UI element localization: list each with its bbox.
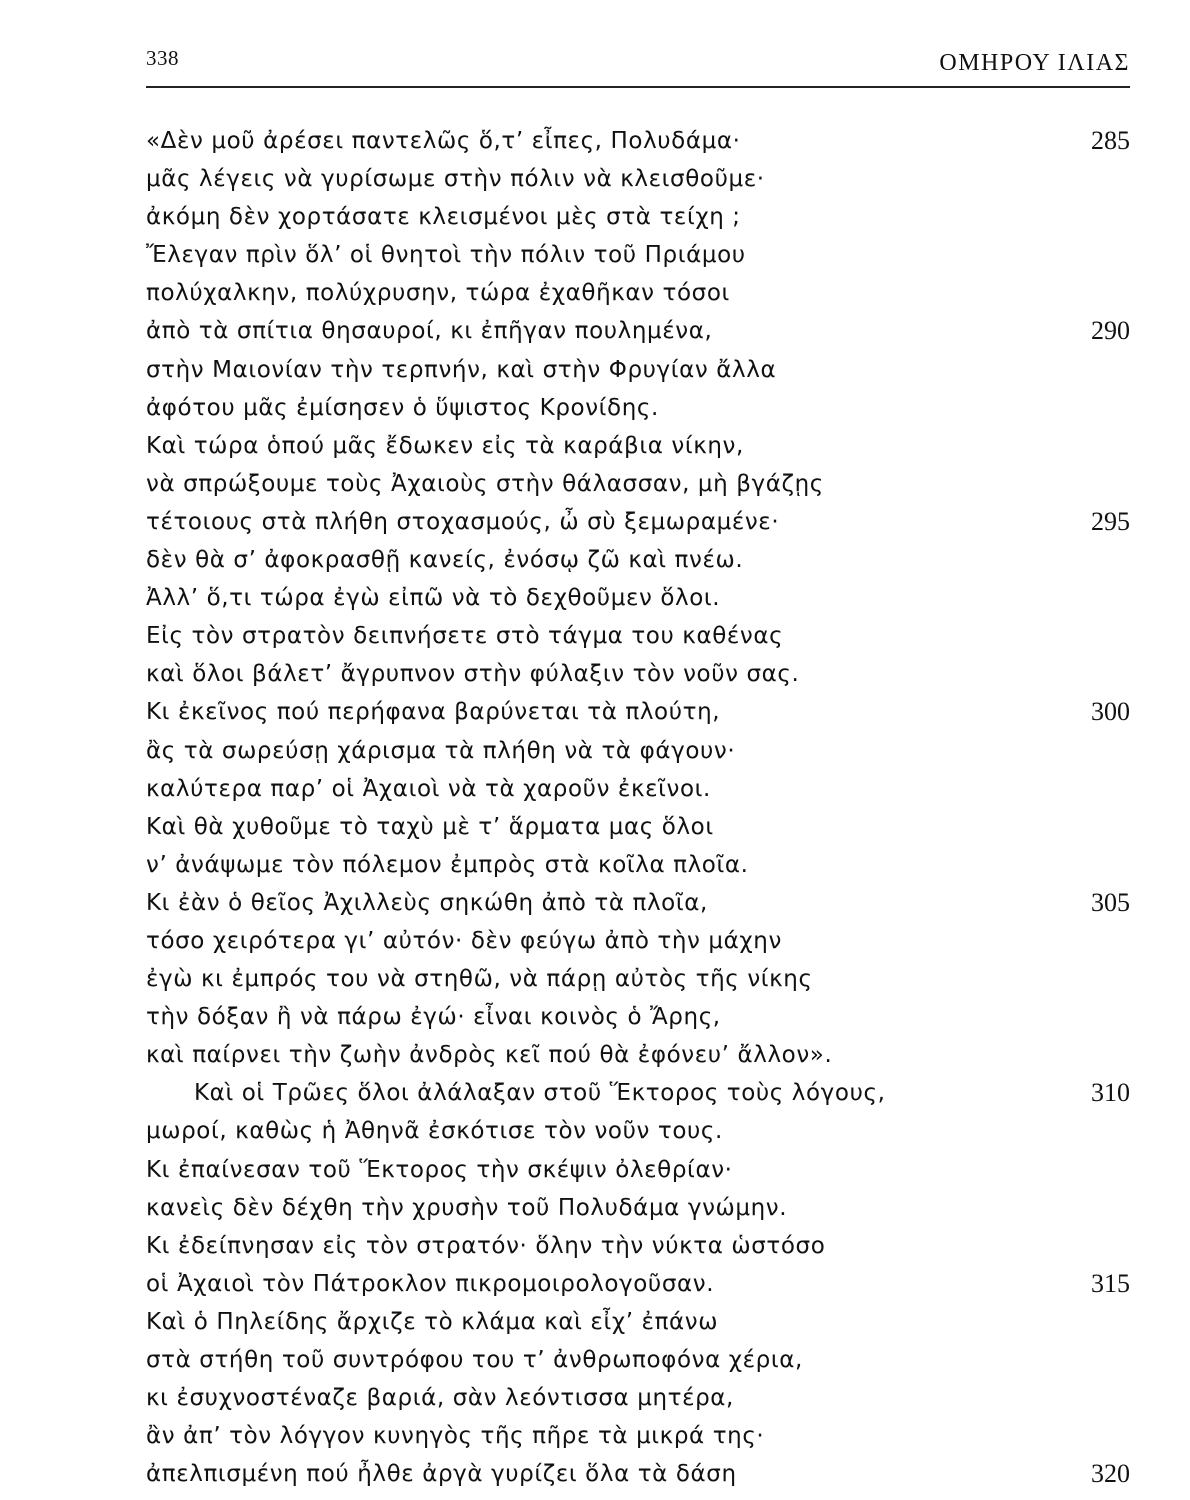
verse-line [146,732,1130,770]
verse-text: Κι ἐὰν ὁ θεῖος Ἀχιλλεὺς σηκώθη ἀπὸ τὰ πλοῖα, [146,889,708,916]
verse-line [146,274,1130,312]
verse-line [146,122,1130,160]
verse-line [146,389,1130,427]
verse-line [146,655,1130,693]
page-number: 338 [146,46,179,70]
verse-text: τὴν δόξαν ἢ νὰ πάρω ἐγώ· εἶναι κοινὸς ὁ Ἄρης, [146,1004,721,1031]
verse-text: Εἰς τὸν στρατὸν δειπνήσετε στὸ τάγμα του καθένας [146,623,784,650]
verse-line [146,884,1130,922]
verse-text: οἱ Ἀχαιοὶ τὸν Πάτροκλον πικρομοιρολογοῦσαν. [146,1270,715,1297]
verse-text: ἀκόμη δὲν χορτάσατε κλεισμένοι μὲς στὰ τείχη ; [146,204,741,231]
verse-line [146,1151,1130,1189]
verse-line [146,808,1130,846]
verse-text: «Δὲν μοῦ ἀρέσει παντελῶς ὅ,τ’ εἶπες, Πολυδάμα· [146,128,741,154]
running-title: ΟΜΗΡΟΥ ΙΛΙΑΣ [939,50,1130,76]
verse-text: ἀπελπισμένη πού ἦλθε ἀργὰ γυρίζει ὅλα τὰ δάση [146,1461,737,1488]
verse-text: ἐγὼ κι ἐμπρός του νὰ στηθῶ, νὰ πάρῃ αὐτὸς τῆς νίκης [146,966,813,993]
line-number: 300 [1091,697,1130,727]
verse-text: τόσο χειρότερα γι’ αὐτόν· δὲν φεύγω ἀπὸ τὴν μάχην [146,927,782,954]
verse-line [146,1379,1130,1417]
verse-text: ἂς τὰ σωρεύσῃ χάρισμα τὰ πλήθη νὰ τὰ φάγουν· [146,737,736,764]
verse-line [146,1265,1130,1303]
verse-text: καὶ ὅλοι βάλετ’ ἄγρυπνον στὴν φύλαξιν τὸν νοῦν σας. [146,661,800,688]
verse-line [146,1227,1130,1265]
line-number: 320 [1091,1459,1130,1489]
verse-text: Ἔλεγαν πρὶν ὅλ’ οἱ θνητοὶ τὴν πόλιν τοῦ Πριάμου [146,242,746,269]
verse-line [146,770,1130,808]
page-header [146,40,1130,88]
verse-text: Κι ἐπαίνεσαν τοῦ Ἕκτορος τὴν σκέψιν ὀλεθρίαν· [146,1156,733,1183]
verse-line [146,1455,1130,1493]
verse-text: κι ἐσυχνοστέναζε βαριά, σὰν λεόντισσα μητέρα, [146,1385,734,1412]
line-number: 305 [1091,887,1130,917]
verse-text: νὰ σπρώξουμε τοὺς Ἀχαιοὺς στὴν θάλασσαν, μὴ βγάζῃς [146,470,824,497]
line-number: 315 [1091,1268,1130,1298]
verse-text: στὰ στήθη τοῦ συντρόφου του τ’ ἀνθρωποφόνα χέρια, [146,1347,803,1373]
verse-line [146,960,1130,998]
verse-text: ἀφότου μᾶς ἐμίσησεν ὁ ὕψιστος Κρονίδης. [146,394,659,421]
verse-line [146,1074,1130,1112]
verse-text: δὲν θὰ σ’ ἀφοκρασθῇ κανείς, ἐνόσῳ ζῶ καὶ πνέω. [146,547,744,574]
verse-text: στὴν Μαιονίαν τὴν τερπνήν, καὶ στὴν Φρυγίαν ἄλλα [146,356,777,383]
verse-line [146,1341,1130,1379]
verse-text: Κι ἐδείπνησαν εἰς τὸν στρατόν· ὅλην τὴν νύκτα ὡστόσο [146,1232,826,1259]
verse-text: Καὶ τώρα ὁπού μᾶς ἔδωκεν εἰς τὰ καράβια νίκην, [146,432,744,459]
verse-text: πολύχαλκην, πολύχρυσην, τώρα ἐχαθῆκαν τόσοι [146,280,730,307]
verse-text: ἀπὸ τὰ σπίτια θησαυροί, κι ἐπῆγαν πουλημένα, [146,318,713,345]
verse-text: κανεὶς δὲν δέχθη τὴν χρυσὴν τοῦ Πολυδάμα γνώμην. [146,1194,788,1221]
verse-text: καλύτερα παρ’ οἱ Ἀχαιοὶ νὰ τὰ χαροῦν ἐκεῖνοι. [146,775,711,802]
verse-line [146,1112,1130,1150]
verse-text: τέτοιους στὰ πλήθη στοχασμούς, ὦ σὺ ξεμωραμένε· [146,508,780,535]
verse-line [146,922,1130,960]
verse-line [146,1417,1130,1455]
verse-text: Ἀλλ’ ὅ,τι τώρα ἐγὼ εἰπῶ νὰ τὸ δεχθοῦμεν ὅλοι. [146,585,721,612]
verse-text: ν’ ἀνάψωμε τὸν πόλεμον ἐμπρὸς στὰ κοῖλα πλοῖα. [146,851,749,878]
verse-line [146,312,1130,350]
line-number: 285 [1091,126,1130,155]
verse-text: ἂν ἀπ’ τὸν λόγγον κυνηγὸς τῆς πῆρε τὰ μικρά της· [146,1423,765,1450]
verse-line [146,846,1130,884]
verse-line [146,617,1130,655]
verse-line [146,693,1130,731]
line-number: 310 [1091,1078,1130,1108]
verse-line [146,160,1130,198]
verse-line [146,579,1130,617]
verse-text: μᾶς λέγεις νὰ γυρίσωμε στὴν πόλιν νὰ κλεισθοῦμε· [146,166,765,193]
verse-text: καὶ παίρνει τὴν ζωὴν ἀνδρὸς κεῖ πού θὰ ἐφόνευ’ ἄλλον». [146,1042,833,1069]
verse-text: Κι ἐκεῖνος πού περήφανα βαρύνεται τὰ πλούτη, [146,699,721,726]
verse-text: μωροί, καθὼς ἡ Ἀθηνᾶ ἐσκότισε τὸν νοῦν τους. [146,1118,723,1145]
verse-line [146,1036,1130,1074]
verse-line [146,541,1130,579]
verse-line [146,465,1130,503]
verse-line [146,351,1130,389]
verse-line [146,236,1130,274]
verse-line [146,998,1130,1036]
verse-text: Καὶ ὁ Πηλείδης ἄρχιζε τὸ κλάμα καὶ εἶχ’ ἐπάνω [146,1308,719,1335]
verse-line [146,427,1130,465]
line-number: 295 [1091,506,1130,536]
verse-line [146,198,1130,236]
verse-text: Καὶ οἱ Τρῶες ὅλοι ἀλάλαξαν στοῦ Ἕκτορος τοὺς λόγους, [194,1080,886,1107]
line-number: 290 [1091,316,1130,346]
verse-block [146,122,1130,1493]
verse-line [146,1303,1130,1341]
verse-line [146,503,1130,541]
verse-text: Καὶ θὰ χυθοῦμε τὸ ταχὺ μὲ τ’ ἅρματα μας ὅλοι [146,813,714,840]
verse-line [146,1189,1130,1227]
